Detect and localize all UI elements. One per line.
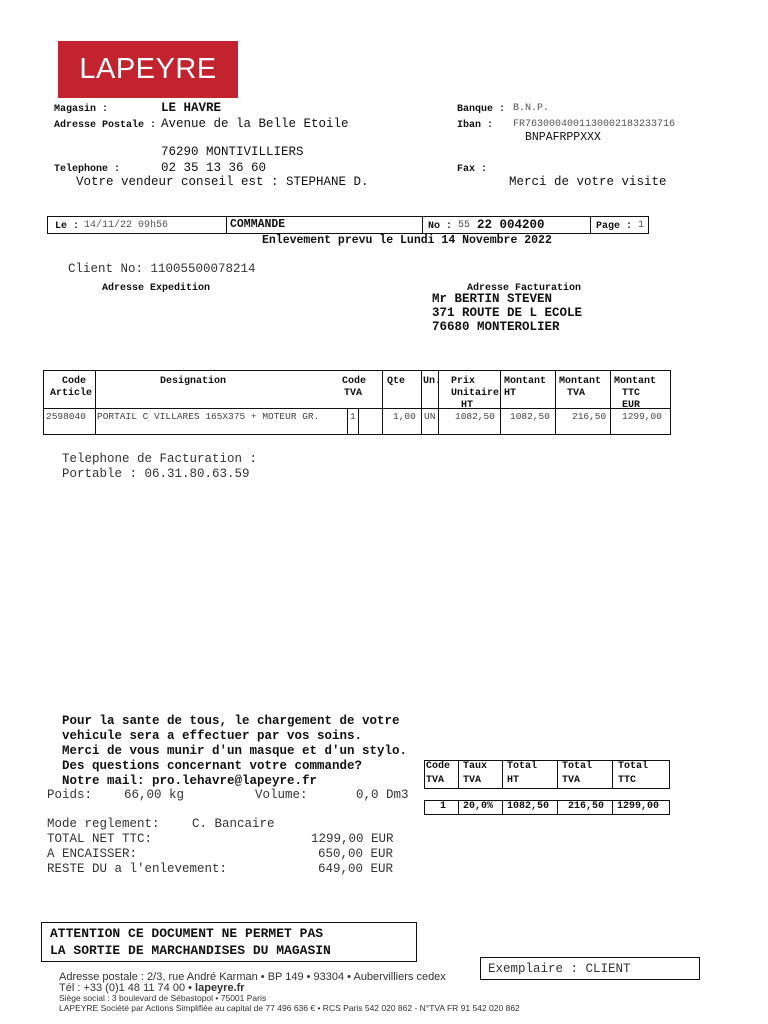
row-divider [43,408,671,409]
notice-line: Des questions concernant votre commande? [62,759,363,773]
order-type: COMMANDE [230,218,286,231]
encaisser-value: 650,00 EUR [318,847,394,861]
no-label: No : [428,221,453,232]
tva-row-ht: 1082,50 [507,801,550,812]
magasin-label: Magasin : [54,104,109,115]
row-tva-code: 1 [350,411,356,422]
client-number: Client No: 11005500078214 [68,262,256,276]
exemplaire-text: Exemplaire : CLIENT [488,962,631,976]
tva-row-code: 1 [440,801,447,812]
col-divider [458,760,459,789]
enlevement-text: Enlevement prevu le Lundi 14 Novembre 2022 [262,234,552,247]
tva-header-code: Code TVA [426,761,451,786]
bic-value: BNPAFRPPXXX [525,131,601,144]
adresse-line2: 76290 MONTIVILLIERS [161,145,304,159]
telephone-value: 02 35 13 36 60 [161,161,267,175]
tva-row-tva: 216,50 [568,801,605,812]
adresse-facturation-label: Adresse Facturation [467,283,582,294]
adresse-expedition-label: Adresse Expedition [102,283,211,294]
volume-label: Volume: [255,788,308,802]
page-number: 1 [638,220,645,231]
encaisser-label: A ENCAISSER: [47,847,138,861]
lapeyre-logo [58,41,238,98]
footer-siege: Siège social : 3 boulevard de Sébastopol • 75001 Paris [59,993,267,1003]
col-divider [557,800,558,815]
order-date: 14/11/22 09h56 [84,220,169,231]
col-divider [500,370,501,435]
footer-phone: Tél : +33 (0)1 48 11 74 00 • [59,982,192,994]
col-divider [612,800,613,815]
telephone-facturation-label: Telephone de Facturation : [62,452,258,466]
row-montant-tva: 216,50 [572,411,607,422]
tva-header-taux: Taux TVA [463,761,488,786]
notice-line: Pour la sante de tous, le chargement de votre [62,714,400,728]
divider [226,216,227,234]
footer-address: Adresse postale : 2/3, rue André Karman • BP 149 • 93304 • Aubervilliers cedex [59,971,446,983]
logo-text: LAPEYRE [79,53,217,85]
adresse-label: Adresse Postale : [54,120,157,131]
col-divider [555,370,556,435]
divider [422,216,423,234]
poids-value: 66,00 kg [124,788,185,802]
header-qte: Qte [387,376,406,387]
row-designation: PORTAIL C VILLARES 165X375 + MOTEUR GR. [97,411,320,422]
fax-label: Fax : [457,164,488,175]
mode-reglement-value: C. Bancaire [192,817,275,831]
reste-label: RESTE DU a l'enlevement: [47,862,228,876]
volume-value: 0,0 Dm3 [356,788,409,802]
notice-line: vehicule sera a effectuer par vos soins. [62,729,363,743]
magasin-value: LE HAVRE [161,101,222,115]
order-number: 22 004200 [477,218,545,232]
header-montant-ht: Montant HT [504,376,547,399]
row-code: 2598040 [46,411,86,422]
tva-header-total-tva: Total TVA [562,761,593,786]
col-divider [347,409,348,435]
attention-line: LA SORTIE DE MARCHANDISES DU MAGASIN [50,943,331,958]
client-city: 76680 MONTEROLIER [432,320,560,334]
notice-email: Notre mail: pro.lehavre@lapeyre.fr [62,774,318,788]
header-code-tva: Code TVA [342,376,367,399]
col-divider [358,409,359,435]
col-divider [502,800,503,815]
attention-line: ATTENTION CE DOCUMENT NE PERMET PAS [50,926,324,941]
notice-line: Merci de vous munir d'un masque et d'un stylo. [62,744,408,758]
col-divider [557,760,558,789]
merci-text: Merci de votre visite [509,175,667,189]
reste-value: 649,00 EUR [318,862,394,876]
col-divider [421,370,422,435]
header-un: Un. [423,376,442,387]
banque-label: Banque : [457,104,506,115]
row-montant-ht: 1082,50 [510,411,550,422]
col-divider [502,760,503,789]
client-street: 371 ROUTE DE L ECOLE [432,306,583,320]
row-qte: 1,00 [393,411,416,422]
portable-number: Portable : 06.31.80.63.59 [62,467,250,481]
col-divider [382,370,383,435]
header-code-article: Code Article [50,376,93,399]
tva-row-ttc: 1299,00 [617,801,660,812]
tva-header-total-ttc: Total TTC [618,761,649,786]
footer-legal: LAPEYRE Société par Actions Simplifiée au capital de 77 496 636 € • RCS Paris 542 020 862 - N°TVA FR 91 542 020 862 [59,1003,520,1013]
header-designation: Designation [160,376,227,387]
page-label: Page : [596,221,633,232]
telephone-label: Telephone : [54,164,121,175]
total-net-value: 1299,00 EUR [311,832,394,846]
poids-label: Poids: [47,788,93,802]
col-divider [612,760,613,789]
banque-value: B.N.P. [513,103,550,114]
no-prefix: 55 [458,220,471,231]
iban-label: Iban : [457,120,494,131]
vendeur-text: Votre vendeur conseil est : STEPHANE D. [76,175,369,189]
adresse-line1: Avenue de la Belle Etoile [161,117,349,131]
col-divider [95,370,96,435]
tva-header-total-ht: Total HT [507,761,538,786]
row-montant-ttc: 1299,00 [622,411,662,422]
divider [590,216,591,234]
mode-reglement-label: Mode reglement: [47,817,160,831]
row-un: UN [424,411,436,422]
client-name: Mr BERTIN STEVEN [432,292,553,306]
le-label: Le : [55,221,80,232]
col-divider [610,370,611,435]
col-divider [458,800,459,815]
footer-website: lapeyre.fr [195,982,245,994]
tva-row-taux: 20,0% [463,801,494,812]
header-prix: Prix Unitaire HT [451,376,500,411]
header-montant-tva: Montant TVA [559,376,602,399]
total-net-label: TOTAL NET TTC: [47,832,153,846]
header-montant-ttc: Montant TTC EUR [614,376,657,411]
row-prix: 1082,50 [455,411,495,422]
iban-value: FR7630004001130002183233716 [513,119,676,130]
